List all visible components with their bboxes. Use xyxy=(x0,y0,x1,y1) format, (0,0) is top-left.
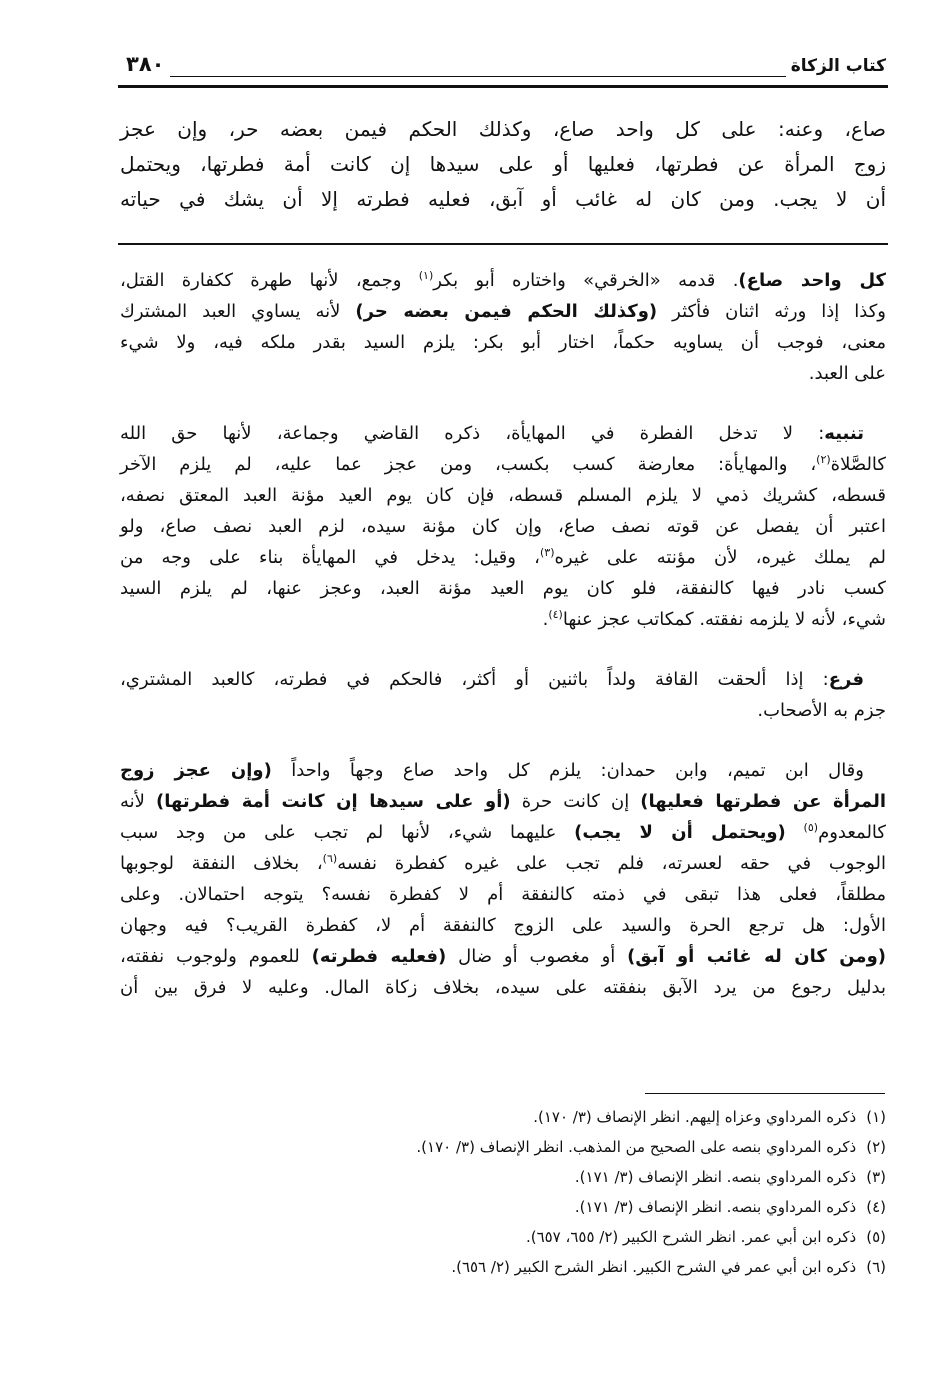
text-run: لم يملك غيره، لأن مؤنته على غيره xyxy=(554,547,887,568)
commentary-line xyxy=(120,542,886,573)
footnote xyxy=(416,1102,886,1132)
footnote xyxy=(416,1162,886,1192)
footnote xyxy=(416,1252,886,1282)
commentary-line xyxy=(120,848,886,879)
main-text xyxy=(120,112,886,217)
text-run: لأنه xyxy=(120,791,156,812)
matn-quote: (أو على سيدها إن كانت أمة فطرتها) xyxy=(155,791,511,812)
text-commentary-divider xyxy=(118,243,888,245)
text-run: قسطه، كشريك ذمي لا يلزم المسلم قسطه، فإن كان يوم العيد مؤنة العبد المعتق نصفه، xyxy=(120,485,886,506)
text-run: وقال ابن تميم، وابن حمدان: يلزم كل واحد صاع وجهاً واحداً xyxy=(271,760,864,781)
footnote-text: ذكره المرداوي بنصه. انظر الإنصاف (٣/ ١٧١). xyxy=(574,1168,857,1186)
commentary-line xyxy=(120,910,886,941)
matn-quote: تنبيه xyxy=(824,423,864,444)
text-run: شيء، لأنه لا يلزمه نفقته. كمكاتب عجز عنها xyxy=(562,609,886,630)
header-divider xyxy=(118,85,888,88)
text-run: أو مغصوب أو ضال xyxy=(446,946,628,967)
footnote-number: (٥) xyxy=(866,1228,886,1246)
text-run: اعتبر أن يفصل عن قوته نصف صاع، وإن كان مؤنة سيده، لزم العبد نصف صاع، ولو xyxy=(120,516,886,537)
matn-quote: كل واحد صاع) xyxy=(738,270,886,291)
commentary-line xyxy=(120,817,886,848)
commentary-line xyxy=(120,879,886,910)
text-run: عليهما شيء، لأنها لم تجب على من وجد سبب xyxy=(120,822,575,843)
commentary-line xyxy=(120,755,886,786)
footnote-text: ذكره ابن أبي عمر. انظر الشرح الكبير (٢/ ٦٥٥، ٦٥٧). xyxy=(525,1228,857,1246)
text-run: . قدمه «الخرقي» واختاره أبو بكر xyxy=(433,270,739,291)
commentary-paragraph xyxy=(120,664,886,726)
text-run: ، بخلاف النفقة لوجوبها xyxy=(120,853,323,874)
footnote-text: ذكره المرداوي وعزاه إليهم. انظر الإنصاف (٣/ ١٧٠). xyxy=(533,1108,857,1126)
commentary-line xyxy=(120,265,886,296)
matn-quote: (ومن كان له غائب أو آبق) xyxy=(627,946,886,967)
footnote-number: (١) xyxy=(866,1108,886,1126)
commentary-line xyxy=(120,664,886,695)
text-run: . xyxy=(542,609,549,630)
commentary-line xyxy=(120,941,886,972)
main-text-line: زوج المرأة عن فطرتها، فعليها أو على سيدها إن كانت أمة فطرتها، ويحتمل xyxy=(120,152,886,176)
text-run: مطلقاً، فعلى هذا تبقى في ذمته كالنفقة أم لا كفطرة نفسه؟ يتوجه احتمالان. وعلى xyxy=(120,884,886,905)
text-run: : إذا ألحقت القافة ولداً باثنين أو أكثر، فالحكم في فطرته، كالعبد المشتري، xyxy=(120,669,829,690)
text-run: للعموم ولوجوب نفقته، xyxy=(120,946,312,967)
commentary-line xyxy=(120,296,886,327)
footnote-number: (٣) xyxy=(866,1168,886,1186)
commentary-line xyxy=(120,972,886,1003)
footnotes xyxy=(416,1102,886,1282)
text-run: كالصَّلاة xyxy=(830,454,886,475)
text-run: ، وقيل: يدخل في المهايأة بناء على وجه من xyxy=(120,547,540,568)
commentary-paragraph xyxy=(120,755,886,1003)
commentary-paragraph xyxy=(120,418,886,635)
footnote xyxy=(416,1192,886,1222)
commentary-paragraph xyxy=(120,265,886,389)
text-run: وكذا إذا ورثه اثنان فأكثر xyxy=(657,301,887,322)
text-run: ، والمهايأة: معارضة كسب بكسب، ومن عجز عما عليه، لم يلزم الآخر xyxy=(120,454,817,475)
book-title: كتاب الزكاة xyxy=(790,56,886,76)
footnote-marker: (٣) xyxy=(539,546,555,559)
footnote xyxy=(416,1222,886,1252)
commentary-line xyxy=(120,418,886,449)
text-run: الأول: هل ترجع الحرة والسيد على الزوج كالنفقة أم لا، كفطرة القريب؟ فيه وجهان xyxy=(120,915,886,936)
text-run: إن كانت حرة xyxy=(510,791,641,812)
commentary-line xyxy=(120,573,886,604)
footnote-marker: (٤) xyxy=(548,608,563,621)
text-run: معنى، فوجب أن يساويه حكماً، اختار أبو بكر: يلزم السيد بقدر ملكه فيه، ولا شيء xyxy=(120,332,886,353)
footnote-marker: (٢) xyxy=(816,453,831,466)
text-run: بدليل رجوع من يرد الآبق بنفقته على سيده، بخلاف زكاة المال. وعليه لا فرق بين أن xyxy=(120,977,886,998)
footnote-marker: (٥) xyxy=(803,821,819,834)
matn-quote: (وإن عجز زوج xyxy=(120,760,272,781)
header-rule xyxy=(170,76,786,77)
footnote-marker: (١) xyxy=(418,269,434,282)
text-run: : لا تدخل الفطرة في المهايأة، ذكره القاضي وجماعة، لأنها حق الله xyxy=(120,423,825,444)
matn-quote: (فعليه فطرته) xyxy=(311,946,447,967)
page-number: ٣٨٠ xyxy=(126,52,165,76)
text-run: الوجوب في حقه لعسرته، فلم تجب على غيره كفطرة نفسه xyxy=(337,853,886,874)
commentary-line xyxy=(120,358,886,389)
matn-quote: المرأة عن فطرتها فعليها) xyxy=(640,791,886,812)
commentary-line xyxy=(120,480,886,511)
footnote-text: ذكره ابن أبي عمر في الشرح الكبير. انظر الشرح الكبير (٢/ ٦٥٦). xyxy=(451,1258,857,1276)
text-run: كالمعدوم xyxy=(818,822,886,843)
commentary-line xyxy=(120,604,886,635)
footnote-marker: (٦) xyxy=(322,852,338,865)
commentary-line xyxy=(120,449,886,480)
text-run: لأنه يساوي العبد المشترك xyxy=(120,301,356,322)
running-header xyxy=(118,52,888,86)
matn-quote: (ويحتمل أن لا يجب) xyxy=(574,822,786,843)
main-text-line: صاع، وعنه: على كل واحد صاع، وكذلك الحكم فيمن بعضه حر، وإن عجز xyxy=(120,117,886,141)
footnote xyxy=(416,1132,886,1162)
commentary-line xyxy=(120,786,886,817)
matn-quote: فرع xyxy=(828,669,864,690)
footnote-text: ذكره المرداوي بنصه على الصحيح من المذهب. انظر الإنصاف (٣/ ١٧٠). xyxy=(416,1138,857,1156)
main-text-line: أن لا يجب. ومن كان له غائب أو آبق، فعليه فطرته إلا أن يشك في حياته xyxy=(120,187,886,211)
text-run: وجمع، لأنها طهرة ككفارة القتل، xyxy=(120,270,419,291)
commentary-line xyxy=(120,695,886,726)
footnote-text: ذكره المرداوي بنصه. انظر الإنصاف (٣/ ١٧١). xyxy=(574,1198,857,1216)
text-run: جزم به الأصحاب. xyxy=(757,700,886,721)
footnote-number: (٤) xyxy=(866,1198,886,1216)
footnote-number: (٢) xyxy=(866,1138,886,1156)
commentary xyxy=(120,265,886,1032)
text-run: على العبد. xyxy=(808,363,886,384)
footnote-number: (٦) xyxy=(866,1258,886,1276)
commentary-line xyxy=(120,511,886,542)
commentary-line xyxy=(120,327,886,358)
text-run xyxy=(786,822,804,843)
text-run: كسب نادر فيها كالنفقة، فلو كان يوم العيد مؤنة العبد، وعجز عنها، لم يلزم السيد xyxy=(120,578,886,599)
matn-quote: (وكذلك الحكم فيمن بعضه حر) xyxy=(355,301,658,322)
footnote-rule xyxy=(645,1093,885,1094)
